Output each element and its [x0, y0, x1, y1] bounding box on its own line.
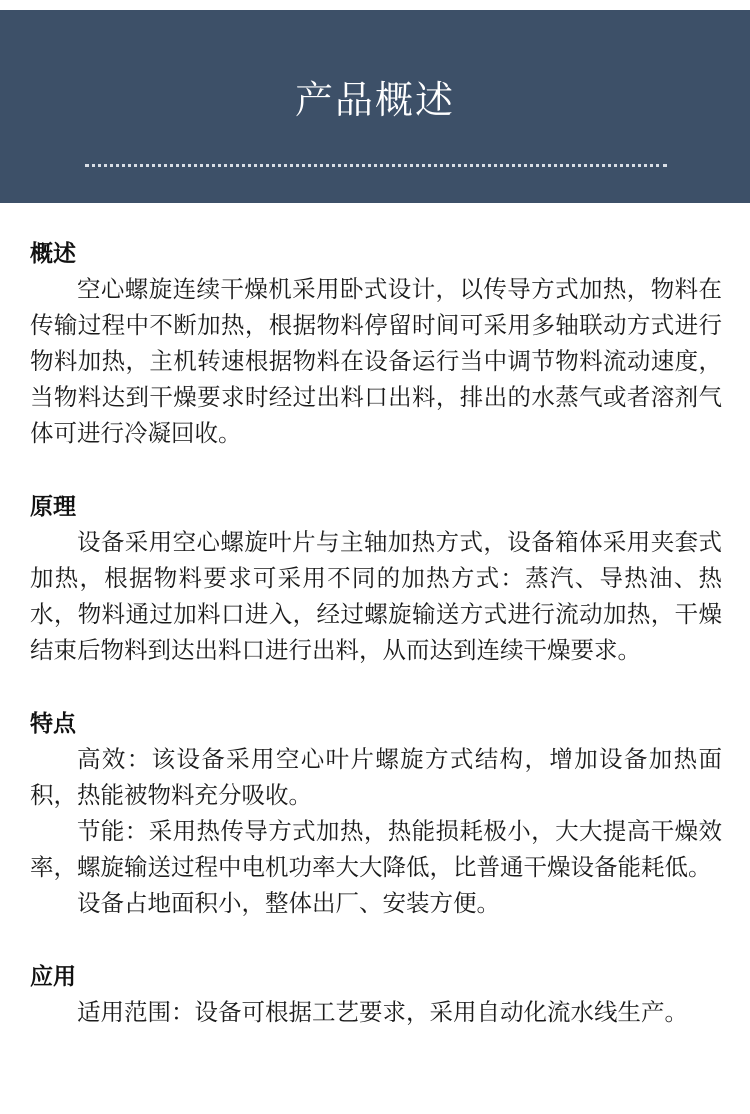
document-body — [30, 237, 722, 1069]
section-heading: 概述 — [30, 241, 76, 267]
paragraph: 高效：该设备采用空心叶片螺旋方式结构，增加设备加热面积，热能被物料充分吸收。 — [30, 745, 722, 809]
page-title: 产品概述 — [294, 78, 455, 122]
paragraph: 节能：采用热传导方式加热，热能损耗极小，大大提高干燥效率，螺旋输送过程中电机功率大大降低，比普通干燥设备能耗低。 — [30, 817, 722, 881]
paragraph: 空心螺旋连续干燥机采用卧式设计，以传导方式加热，物料在传输过程中不断加热，根据物料停留时间可采用多轴联动方式进行物料加热，主机转速根据物料在设备运行当中调节物料流动速度，当物料达到干燥要求时经过出料口出料，排出的水蒸气或者溶剂气体可进行冷凝回收。 — [30, 275, 722, 447]
paragraph: 设备占地面积小，整体出厂、安装方便。 — [77, 889, 500, 917]
section-heading: 原理 — [30, 494, 76, 520]
paragraph: 适用范围：设备可根据工艺要求，采用自动化流水线生产。 — [77, 998, 688, 1026]
paragraph: 设备采用空心螺旋叶片与主轴加热方式，设备箱体采用夹套式加热，根据物料要求可采用不同的加热方式：蒸汽、导热油、热水，物料通过加料口进入，经过螺旋输送方式进行流动加热，干燥结束后物料到达出料口进行出料，从而达到连续干燥要求。 — [30, 528, 722, 664]
section-overview — [30, 237, 722, 451]
section-principle — [30, 490, 722, 668]
section-heading: 应用 — [30, 964, 76, 990]
section-heading: 特点 — [30, 711, 76, 737]
dotted-divider — [85, 164, 667, 167]
section-application — [30, 960, 722, 1030]
header-banner — [0, 10, 750, 203]
section-features — [30, 707, 722, 921]
